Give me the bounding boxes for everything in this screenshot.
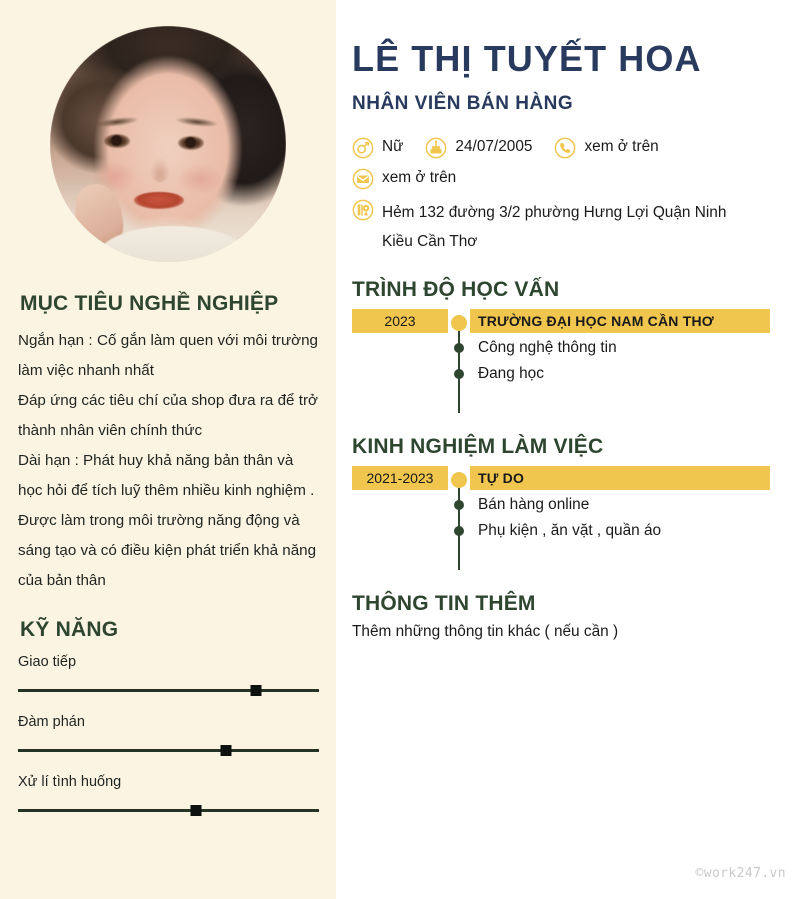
job-title: NHÂN VIÊN BÁN HÀNG <box>352 92 574 114</box>
timeline-axis <box>448 492 470 518</box>
timeline-tail <box>352 544 770 570</box>
envelope-icon <box>352 168 374 190</box>
skill-slider-handle[interactable] <box>220 745 231 756</box>
address-value: Hẻm 132 đường 3/2 phường Hưng Lợi Quận Ninh Kiều Cần Thơ <box>382 203 727 250</box>
skill-slider-handle[interactable] <box>250 685 261 696</box>
timeline-date-spacer <box>352 544 448 568</box>
contact-birthday <box>425 136 532 159</box>
email-value: xem ở trên <box>382 168 457 186</box>
timeline-date-spacer <box>352 387 448 411</box>
experience-timeline <box>352 466 770 570</box>
portrait-photo <box>50 26 286 262</box>
extra-info-title: THÔNG TIN THÊM <box>352 591 536 615</box>
avatar <box>50 26 286 262</box>
skill-slider[interactable] <box>18 749 319 752</box>
photo-detail <box>178 164 222 194</box>
experience-section <box>352 435 770 570</box>
contact-row <box>352 167 770 190</box>
map-pin-icon <box>352 199 374 221</box>
experience-detail: Phụ kiện , ăn vặt , quần áo <box>478 521 662 539</box>
education-title: TRÌNH ĐỘ HỌC VẤN <box>352 277 560 301</box>
timeline-body <box>470 335 770 361</box>
timeline-entry-detail <box>352 518 770 544</box>
timeline-axis <box>448 466 470 492</box>
photo-detail <box>96 115 139 128</box>
timeline-axis <box>448 309 470 335</box>
timeline-date-spacer <box>352 518 448 542</box>
skills-section <box>18 618 318 812</box>
photo-detail <box>134 192 184 209</box>
contact-gender <box>352 136 403 159</box>
phone-value: xem ở trên <box>584 137 659 155</box>
experience-date: 2021-2023 <box>352 466 448 490</box>
timeline-dot-icon <box>451 315 467 331</box>
extra-info-text: Thêm những thông tin khác ( nếu cần ) <box>352 622 619 640</box>
watermark: ©work247.vn <box>695 866 786 881</box>
contact-phone <box>554 136 658 159</box>
cake-icon <box>425 137 447 159</box>
timeline-body <box>470 518 770 544</box>
contact-row <box>352 198 770 256</box>
education-detail: Công nghệ thông tin <box>478 338 617 356</box>
education-headline: TRƯỜNG ĐẠI HỌC NAM CẦN THƠ <box>470 309 770 333</box>
timeline-entry-head <box>352 466 770 492</box>
skills-title: KỸ NĂNG <box>20 618 119 641</box>
skill-slider-handle[interactable] <box>190 805 201 816</box>
timeline-entry-detail <box>352 361 770 387</box>
skill-label: Giao tiếp <box>18 654 77 670</box>
photo-detail <box>111 135 122 146</box>
timeline-axis <box>448 518 470 544</box>
timeline-body <box>470 387 770 401</box>
photo-detail <box>185 137 196 148</box>
skill-slider[interactable] <box>18 689 319 692</box>
timeline-dot-icon <box>454 500 464 510</box>
timeline-body <box>470 544 770 558</box>
career-objective-section <box>18 292 318 596</box>
skill-label: Đàm phán <box>18 714 85 730</box>
timeline-entry-detail <box>352 492 770 518</box>
timeline-axis <box>448 361 470 387</box>
skill-item <box>18 654 318 692</box>
timeline-entry-detail <box>352 335 770 361</box>
contact-info <box>352 136 770 256</box>
education-detail: Đang học <box>478 364 544 382</box>
education-section <box>352 278 770 413</box>
objective-line: Đáp ứng các tiêu chí của shop đưa ra để trở thành nhân viên chính thức <box>18 392 318 439</box>
career-objective-title: MỤC TIÊU NGHỀ NGHIỆP <box>20 292 279 315</box>
main-content <box>336 0 800 899</box>
gender-icon <box>352 137 374 159</box>
contact-email <box>352 167 456 190</box>
education-timeline <box>352 309 770 413</box>
timeline-dot-icon <box>454 343 464 353</box>
timeline-entry-head <box>352 309 770 335</box>
timeline-body <box>470 492 770 518</box>
skill-slider[interactable] <box>18 809 319 812</box>
page-title: LÊ THỊ TUYẾT HOA <box>352 38 702 79</box>
phone-icon <box>554 137 576 159</box>
contact-address <box>352 198 742 256</box>
timeline-date-spacer <box>352 361 448 385</box>
skill-label: Xử lí tình huống <box>18 774 122 790</box>
timeline-body <box>470 361 770 387</box>
timeline-dot-icon <box>454 526 464 536</box>
timeline-tail <box>352 387 770 413</box>
education-date: 2023 <box>352 309 448 333</box>
left-sidebar <box>0 0 336 899</box>
timeline-date-spacer <box>352 335 448 359</box>
extra-info-section <box>352 592 770 641</box>
experience-headline: TỰ DO <box>470 466 770 490</box>
timeline-body <box>470 309 770 335</box>
objective-line: Ngắn hạn : Cố gắn làm quen với môi trường làm việc nhanh nhất <box>18 332 318 379</box>
experience-detail: Bán hàng online <box>478 495 590 513</box>
timeline-date-spacer <box>352 492 448 516</box>
timeline-body <box>470 466 770 492</box>
objective-line: Dài hạn : Phát huy khả năng bản thân và học hỏi để tích luỹ thêm nhiều kinh nghiệm . Được làm trong môi trường năng động và sáng tạo và có điều kiện phát triển khả năng của bản thân <box>18 452 317 589</box>
photo-detail <box>176 116 219 128</box>
timeline-axis <box>448 387 470 413</box>
contact-row <box>352 136 770 159</box>
timeline-dot-icon <box>451 472 467 488</box>
photo-detail <box>150 158 170 182</box>
skill-item <box>18 774 318 812</box>
gender-value: Nữ <box>382 137 404 155</box>
timeline-dot-icon <box>454 369 464 379</box>
birthday-value: 24/07/2005 <box>455 137 533 155</box>
experience-title: KINH NGHIỆM LÀM VIỆC <box>352 434 604 458</box>
skill-item <box>18 714 318 752</box>
timeline-axis <box>448 544 470 570</box>
timeline-axis <box>448 335 470 361</box>
